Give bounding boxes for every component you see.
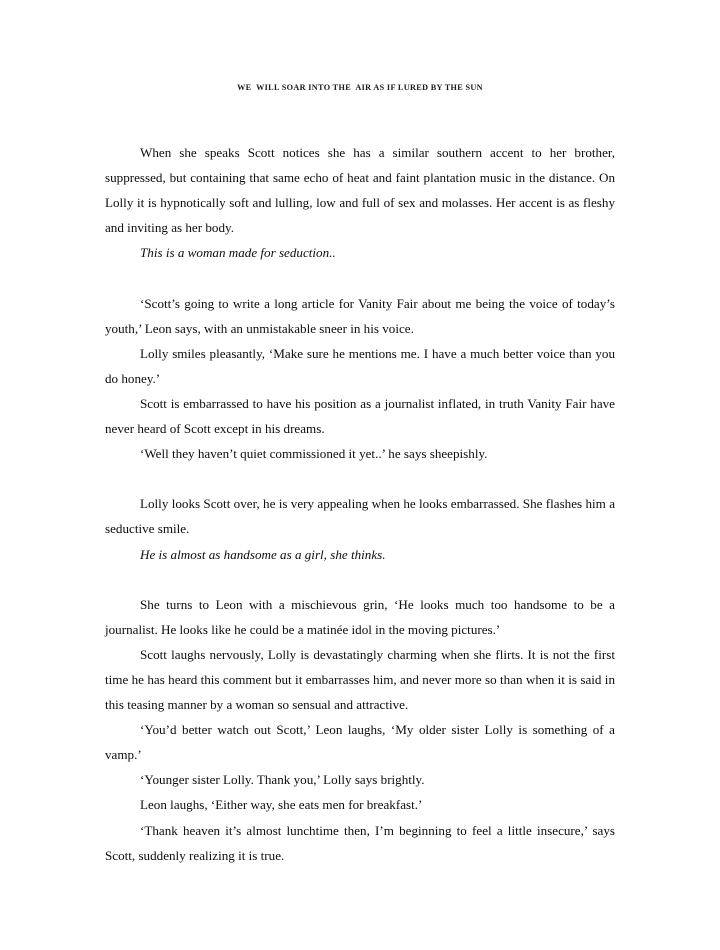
paragraph: ‘You’d better watch out Scott,’ Leon laughs, ‘My older sister Lolly is something of a vamp.’: [105, 722, 615, 763]
paragraph: ‘Scott’s going to write a long article for Vanity Fair about me being the voice of today’s youth,’ Leon says, with an unmistakable sneer in his voice.: [105, 295, 615, 336]
paragraph: ‘Thank heaven it’s almost lunchtime then, I’m beginning to feel a little insecure,’ says Scott, suddenly realizing it is true.: [105, 822, 615, 863]
paragraph: Lolly smiles pleasantly, ‘Make sure he mentions me. I have a much better voice than you do honey.’: [105, 345, 615, 386]
paragraph: She turns to Leon with a mischievous grin, ‘He looks much too handsome to be a journalist. He looks like he could be a matinée idol in the moving pictures.’: [105, 596, 615, 637]
running-header: WE WILL SOAR INTO THE AIR AS IF LURED BY THE SUN: [237, 83, 483, 92]
paragraph: ‘Younger sister Lolly. Thank you,’ Lolly says brightly.: [140, 772, 425, 788]
paragraph-italic-thought: He is almost as handsome as a girl, she thinks.: [140, 546, 386, 562]
paragraph: Scott is embarrassed to have his position as a journalist inflated, in truth Vanity Fair have never heard of Scott except in his dreams.: [105, 395, 615, 437]
paragraph: When she speaks Scott notices she has a similar southern accent to her brother, suppressed, but containing that same echo of heat and faint plantation music in the distance. On Lolly it is hypnotically soft and lulling, low and full of sex and molasses. Her accent is as fleshy and inviting as her body.: [105, 145, 615, 236]
paragraph: Leon laughs, ‘Either way, she eats men for breakfast.’: [140, 797, 423, 813]
paragraph: Scott laughs nervously, Lolly is devastatingly charming when she flirts. It is not the first time he has heard this comment but it embarrasses him, and never more so than when it is said in this teasing manner by a woman so sensual and attractive.: [105, 646, 615, 713]
paragraph-italic-thought: This is a woman made for seduction..: [140, 245, 336, 261]
paragraph-group-gap: [105, 466, 615, 491]
paragraph-group-gap: [105, 265, 615, 290]
paragraph: Lolly looks Scott over, he is very appealing when he looks embarrassed. She flashes him a seductive smile.: [105, 496, 615, 537]
paragraph-group-gap: [105, 567, 615, 592]
body-text-column: [105, 140, 615, 868]
paragraph: ‘Well they haven’t quiet commissioned it yet..’ he says sheepishly.: [140, 446, 488, 462]
